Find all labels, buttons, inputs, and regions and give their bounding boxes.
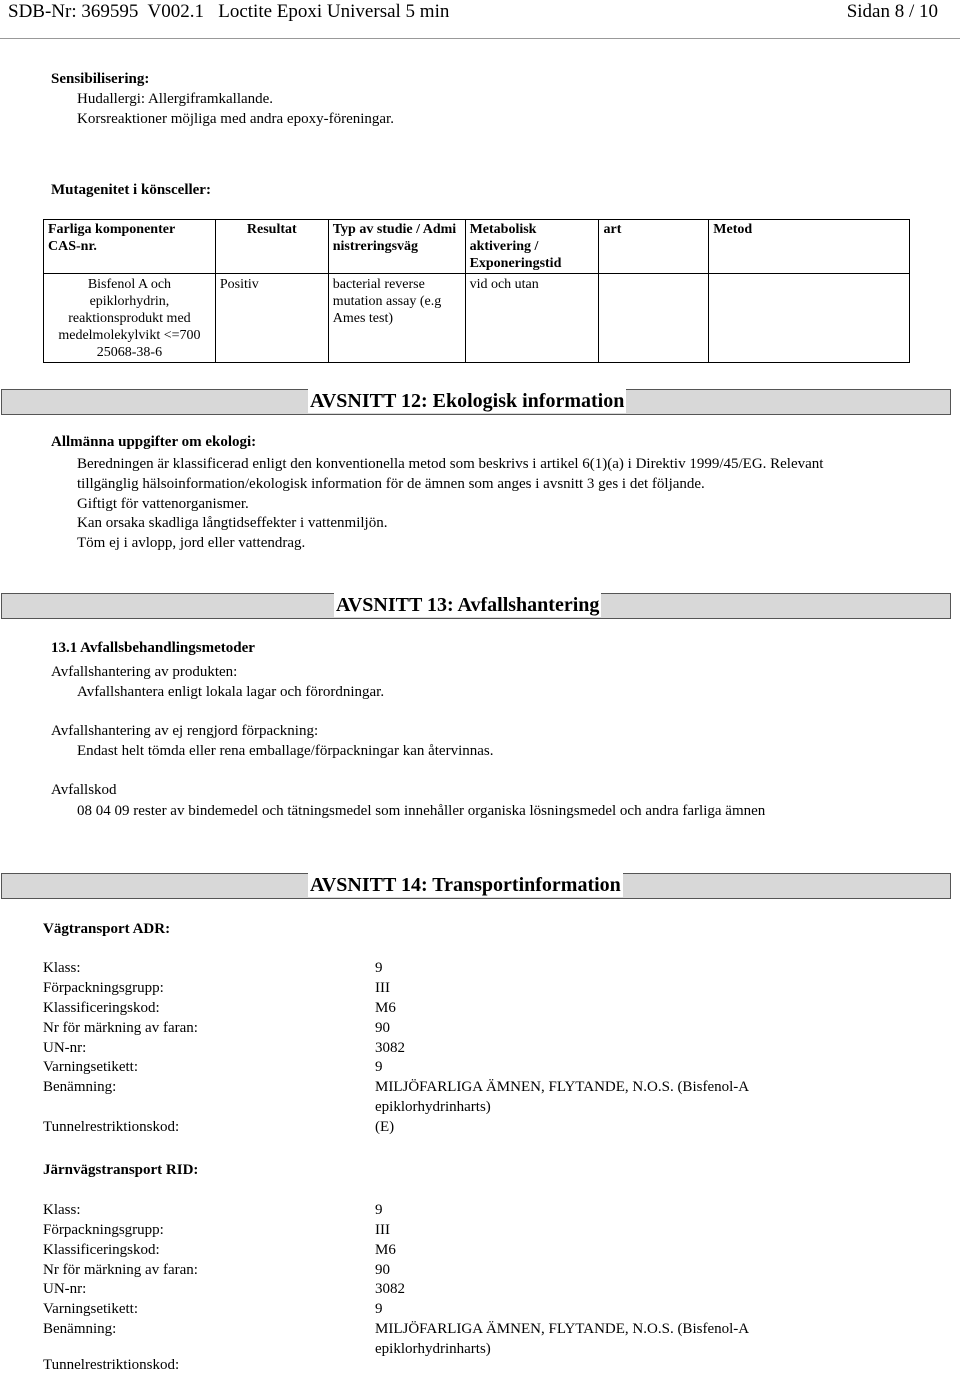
table-row: [44, 274, 910, 363]
mutagenitet-heading: Mutagenitet i könsceller:: [51, 182, 211, 198]
adr-label: UN-nr:: [43, 1040, 87, 1056]
adr-value: 9: [375, 960, 383, 976]
section-12-title: AVSNITT 12: Ekologisk information: [310, 390, 625, 412]
avfall-product-label: Avfallshantering av produkten:: [51, 664, 238, 680]
avfall-product-text: Avfallshantera enligt lokala lagar och förordningar.: [77, 684, 385, 700]
rid-label: Tunnelrestriktionskod:: [43, 1357, 180, 1373]
ekologi-line: Beredningen är klassificerad enligt den konventionella metod som beskrivs i artikel 6(1)(a) i Direktiv 1999/45/EG. Relevant: [77, 456, 824, 472]
adr-value: (E): [375, 1119, 395, 1135]
rid-value: III: [375, 1222, 390, 1238]
table-cell: bacterial reverse mutation assay (e.g Ames test): [328, 274, 465, 363]
adr-label: Nr för märkning av faran:: [43, 1020, 198, 1036]
adr-label: Förpackningsgrupp:: [43, 980, 164, 996]
table-cell: Positiv: [215, 274, 328, 363]
sensibilisering-heading: Sensibilisering:: [51, 71, 150, 87]
column-header: Resultat: [215, 220, 328, 274]
adr-value: 9: [375, 1059, 383, 1075]
avfall-packaging-text: Endast helt tömda eller rena emballage/förpackningar kan återvinnas.: [77, 743, 494, 759]
rid-value: 9: [375, 1202, 383, 1218]
rid-value: MILJÖFARLIGA ÄMNEN, FLYTANDE, N.O.S. (Bisfenol-A: [375, 1321, 750, 1337]
adr-value: M6: [375, 1000, 396, 1016]
adr-label: Varningsetikett:: [43, 1059, 138, 1075]
table-cell: Bisfenol A och epiklorhydrin, reaktionsprodukt med medelmolekylvikt <=700 25068-38-6: [44, 274, 216, 363]
column-header: art: [599, 220, 709, 274]
rid-value: 3082: [375, 1281, 405, 1297]
rid-heading: Järnvägstransport RID:: [43, 1162, 199, 1178]
rid-value-continued: epiklorhydrinharts): [375, 1341, 491, 1357]
rid-value: 90: [375, 1262, 390, 1278]
adr-label: Tunnelrestriktionskod:: [43, 1119, 180, 1135]
ekologi-heading: Allmänna uppgifter om ekologi:: [51, 434, 257, 450]
column-header: Farliga komponenter CAS-nr.: [44, 220, 216, 274]
rid-label: UN-nr:: [43, 1281, 87, 1297]
rid-label: Klass:: [43, 1202, 81, 1218]
rid-label: Benämning:: [43, 1321, 117, 1337]
table-header-row: [44, 220, 910, 274]
section-13-title: AVSNITT 13: Avfallshantering: [336, 594, 600, 616]
ekologi-line: tillgänglig hälsoinformation/ekologisk information för de ämnen som anges i avsnitt 3 ges i det följande.: [77, 476, 705, 492]
table-cell: [709, 274, 910, 363]
adr-value: III: [375, 980, 390, 996]
adr-value: 3082: [375, 1040, 405, 1056]
adr-label: Klassificeringskod:: [43, 1000, 160, 1016]
adr-value-continued: epiklorhydrinharts): [375, 1099, 491, 1115]
avfallskod-label: Avfallskod: [51, 782, 117, 798]
adr-label: Benämning:: [43, 1079, 117, 1095]
section-14-title: AVSNITT 14: Transportinformation: [310, 874, 621, 896]
column-header: Metod: [709, 220, 910, 274]
rid-label: Förpackningsgrupp:: [43, 1222, 164, 1238]
rid-value: M6: [375, 1242, 396, 1258]
header-divider: [0, 38, 960, 39]
sensibilisering-line: Hudallergi: Allergiframkallande.: [77, 91, 274, 107]
rid-value: 9: [375, 1301, 383, 1317]
column-header: Metabolisk aktivering / Exponeringstid: [465, 220, 599, 274]
table-cell: [599, 274, 709, 363]
adr-heading: Vägtransport ADR:: [43, 921, 171, 937]
mutagenitet-table: [43, 219, 910, 363]
ekologi-line: Giftigt för vattenorganismer.: [77, 496, 249, 512]
table-cell: vid och utan: [465, 274, 599, 363]
avfallskod-text: 08 04 09 rester av bindemedel och tätningsmedel som innehåller organiska lösningsmedel och andra farliga ämnen: [77, 803, 766, 819]
adr-value: 90: [375, 1020, 390, 1036]
ekologi-line: Töm ej i avlopp, jord eller vattendrag.: [77, 535, 306, 551]
avfall-subheading: 13.1 Avfallsbehandlingsmetoder: [51, 640, 255, 656]
rid-label: Klassificeringskod:: [43, 1242, 160, 1258]
rid-label: Nr för märkning av faran:: [43, 1262, 198, 1278]
avfall-packaging-label: Avfallshantering av ej rengjord förpackning:: [51, 723, 319, 739]
rid-label: Varningsetikett:: [43, 1301, 138, 1317]
ekologi-line: Kan orsaka skadliga långtidseffekter i vattenmiljön.: [77, 515, 388, 531]
adr-value: MILJÖFARLIGA ÄMNEN, FLYTANDE, N.O.S. (Bisfenol-A: [375, 1079, 750, 1095]
adr-label: Klass:: [43, 960, 81, 976]
column-header: Typ av studie / Administreringsväg: [328, 220, 465, 274]
sensibilisering-line: Korsreaktioner möjliga med andra epoxy-föreningar.: [77, 111, 394, 127]
document-header-title: SDB-Nr: 369595 V002.1 Loctite Epoxi Universal 5 min: [8, 1, 450, 22]
page-number: Sidan 8 / 10: [846, 1, 938, 22]
